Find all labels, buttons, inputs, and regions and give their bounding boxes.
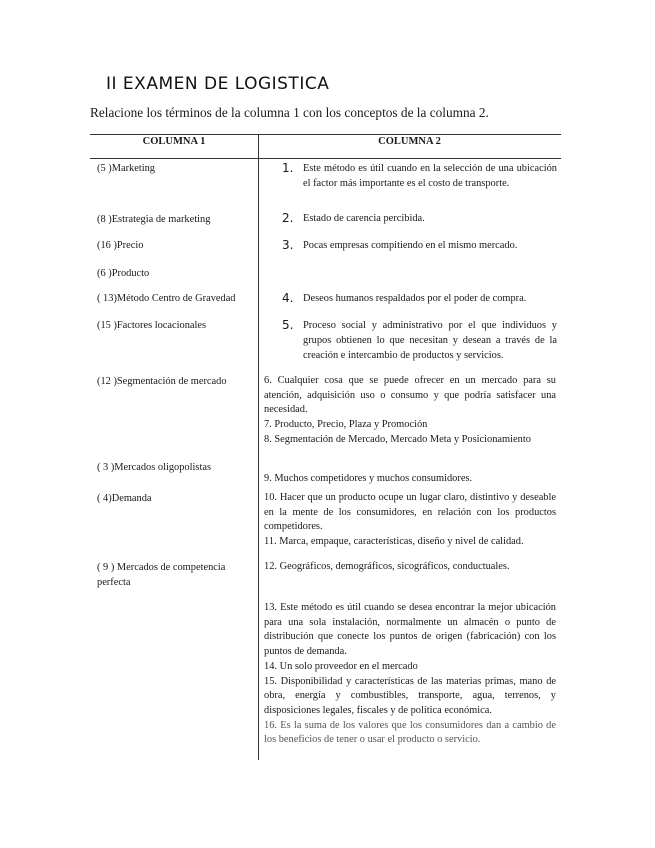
column1-term: ( 4)Demanda bbox=[97, 493, 152, 504]
definition-number: 5. bbox=[282, 318, 294, 332]
definition-block bbox=[264, 601, 556, 748]
definition-block bbox=[264, 472, 556, 487]
definition-block bbox=[264, 491, 556, 550]
instruction-text: Relacione los términos de la columna 1 con los conceptos de la columna 2. bbox=[90, 105, 489, 120]
definition-item: 16. Es la suma de los valores que los consumidores dan a cambio de los beneficios de tener o usar el producto o servicio. bbox=[264, 719, 556, 746]
exam-title: II EXAMEN DE LOGISTICA bbox=[106, 74, 330, 94]
table-top-rule bbox=[90, 134, 561, 135]
definition-item: 13. Este método es útil cuando se desea encontrar la mejor ubicación para una sola instalación, normalmente un almacén o punto de distribución que conecte los puntos de origen (fabricación) con los puntos de demanda. bbox=[264, 602, 556, 658]
definition-block bbox=[264, 560, 556, 575]
column1-term: (12 )Segmentación de mercado bbox=[97, 376, 227, 387]
column1-term: (5 )Marketing bbox=[97, 163, 155, 174]
definition-item: 14. Un solo proveedor en el mercado bbox=[264, 660, 418, 672]
definition-number: 4. bbox=[282, 291, 294, 305]
definition-number: 2. bbox=[282, 211, 294, 225]
column2-header: COLUMNA 2 bbox=[378, 136, 441, 147]
definition-item: 8. Segmentación de Mercado, Mercado Meta y Posicionamiento bbox=[264, 433, 531, 445]
definition-text: Proceso social y administrativo por el que individuos y grupos obtienen lo que necesitan y desean a través de la creación e intercambio de productos y servicios. bbox=[303, 320, 557, 361]
definition-item: 11. Marca, empaque, características, diseño y nivel de calidad. bbox=[264, 536, 524, 548]
column1-term: (15 )Factores locacionales bbox=[97, 320, 207, 331]
definition-text: Deseos humanos respaldados por el poder de compra. bbox=[303, 293, 527, 304]
definition-item: 15. Disponibilidad y características de las materias primas, mano de obra, energía y combustibles, transporte, agua, terrenos, y disposiciones legales, fiscales y de política económica. bbox=[264, 675, 556, 716]
definition-item: 6. Cualquier cosa que se puede ofrecer en un mercado para su atención, adquisición uso o consumo y que podría satisfacer una necesidad. bbox=[264, 375, 556, 416]
definition-number: 1. bbox=[282, 161, 294, 175]
definition-number: 3. bbox=[282, 238, 294, 252]
column1-term: (16 )Precio bbox=[97, 240, 144, 251]
table-column-divider bbox=[258, 134, 259, 760]
definition-item: 7. Producto, Precio, Plaza y Promoción bbox=[264, 419, 428, 431]
definition-item: 12. Geográficos, demográficos, sicográficos, conductuales. bbox=[264, 561, 510, 572]
column1-term: ( 3 )Mercados oligopolistas bbox=[97, 462, 211, 473]
definition-text: Estado de carencia percibida. bbox=[303, 213, 425, 224]
definition-item: 9. Muchos competidores y muchos consumidores. bbox=[264, 473, 473, 484]
column1-term: (6 )Producto bbox=[97, 268, 150, 279]
column1-term: ( 13)Método Centro de Gravedad bbox=[97, 293, 236, 304]
column1-term: ( 9 ) Mercados de competencia perfecta bbox=[97, 562, 226, 588]
column1-header: COLUMNA 1 bbox=[142, 136, 206, 147]
column1-term: (8 )Estrategia de marketing bbox=[97, 214, 211, 225]
definition-text: Pocas empresas compitiendo en el mismo mercado. bbox=[303, 240, 518, 251]
definition-item: 10. Hacer que un producto ocupe un lugar claro, distintivo y deseable en la mente de los consumidores, en relación con los productos competidores. bbox=[264, 492, 556, 533]
definition-block bbox=[264, 374, 556, 448]
definition-text: Este método es útil cuando en la selección de una ubicación el factor más importante es el costo de transporte. bbox=[303, 163, 557, 189]
table-header-rule bbox=[90, 158, 561, 159]
